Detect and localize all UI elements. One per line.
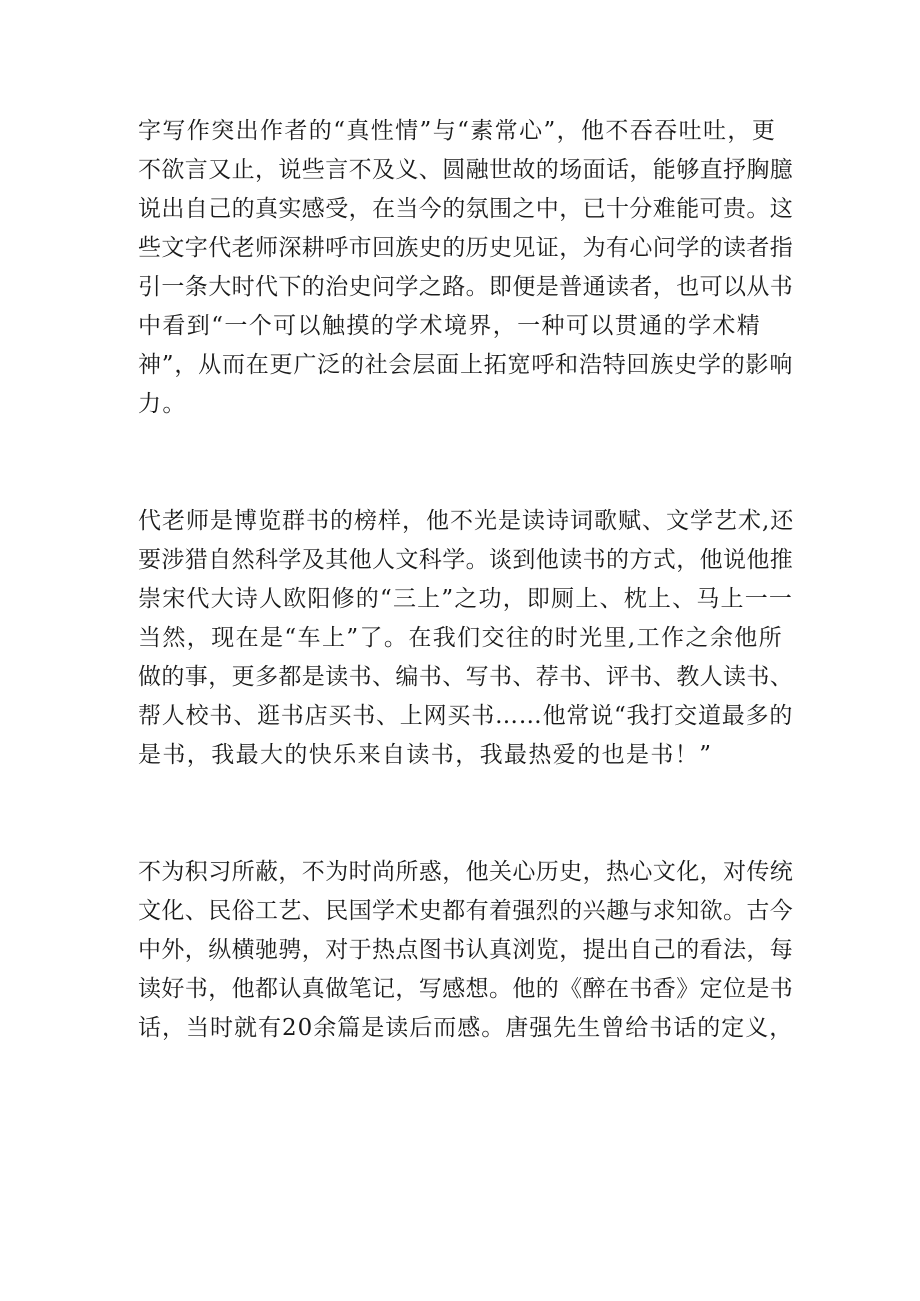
text-line: 引一条大时代下的治史问学之路。即便是普通读者，也可以从书 [138,274,794,300]
document-body [138,112,798,1048]
paragraph-3 [138,853,798,1048]
paragraph-2 [138,502,798,775]
text-line: 力。 [138,391,187,417]
text-line: 当然，现在是“车上”了。在我们交往的时光里,工作之余他所 [138,625,784,651]
text-line: 是书，我最大的快乐来自读书，我最热爱的也是书！” [138,742,713,768]
text-line: 中外，纵横驰骋，对于热点图书认真浏览，提出自己的看法，每 [138,937,794,963]
text-line: 读好书，他都认真做笔记，写感想。他的《醉在书香》定位是书 [138,976,794,1002]
text-line: 要涉猎自然科学及其他人文科学。谈到他读书的方式，他说他推 [138,547,794,573]
text-line: 神”，从而在更广泛的社会层面上拓宽呼和浩特回族史学的影响 [138,352,794,378]
paragraph-1 [138,112,798,424]
text-line: 不欲言又止，说些言不及义、圆融世故的场面话，能够直抒胸臆 [138,157,794,183]
text-line: 代老师是博览群书的榜样，他不光是读诗词歌赋、文学艺术,还 [138,508,795,534]
text-line: 帮人校书、逛书店买书、上网买书……他常说“我打交道最多的 [138,703,794,729]
text-line: 些文字代老师深耕呼市回族史的历史见证，为有心问学的读者指 [138,235,794,261]
text-line: 字写作突出作者的“真性情”与“素常心”，他不吞吞吐吐，更 [138,118,777,144]
text-line: 崇宋代大诗人欧阳修的“三上”之功，即厕上、枕上、马上一一 [138,586,794,612]
text-line: 中看到“一个可以触摸的学术境界，一种可以贯通的学术精 [138,313,762,339]
text-line: 不为积习所蔽，不为时尚所惑，他关心历史，热心文化，对传统 [138,859,794,885]
text-line: 做的事，更多都是读书、编书、写书、荐书、评书、教人读书、 [138,664,794,690]
text-line: 文化、民俗工艺、民国学术史都有着强烈的兴趣与求知欲。古今 [138,898,794,924]
text-line: 说出自己的真实感受，在当今的氛围之中，已十分难能可贵。这 [138,196,794,222]
text-line: 话，当时就有20余篇是读后而感。唐强先生曾给书话的定义， [138,1015,794,1041]
